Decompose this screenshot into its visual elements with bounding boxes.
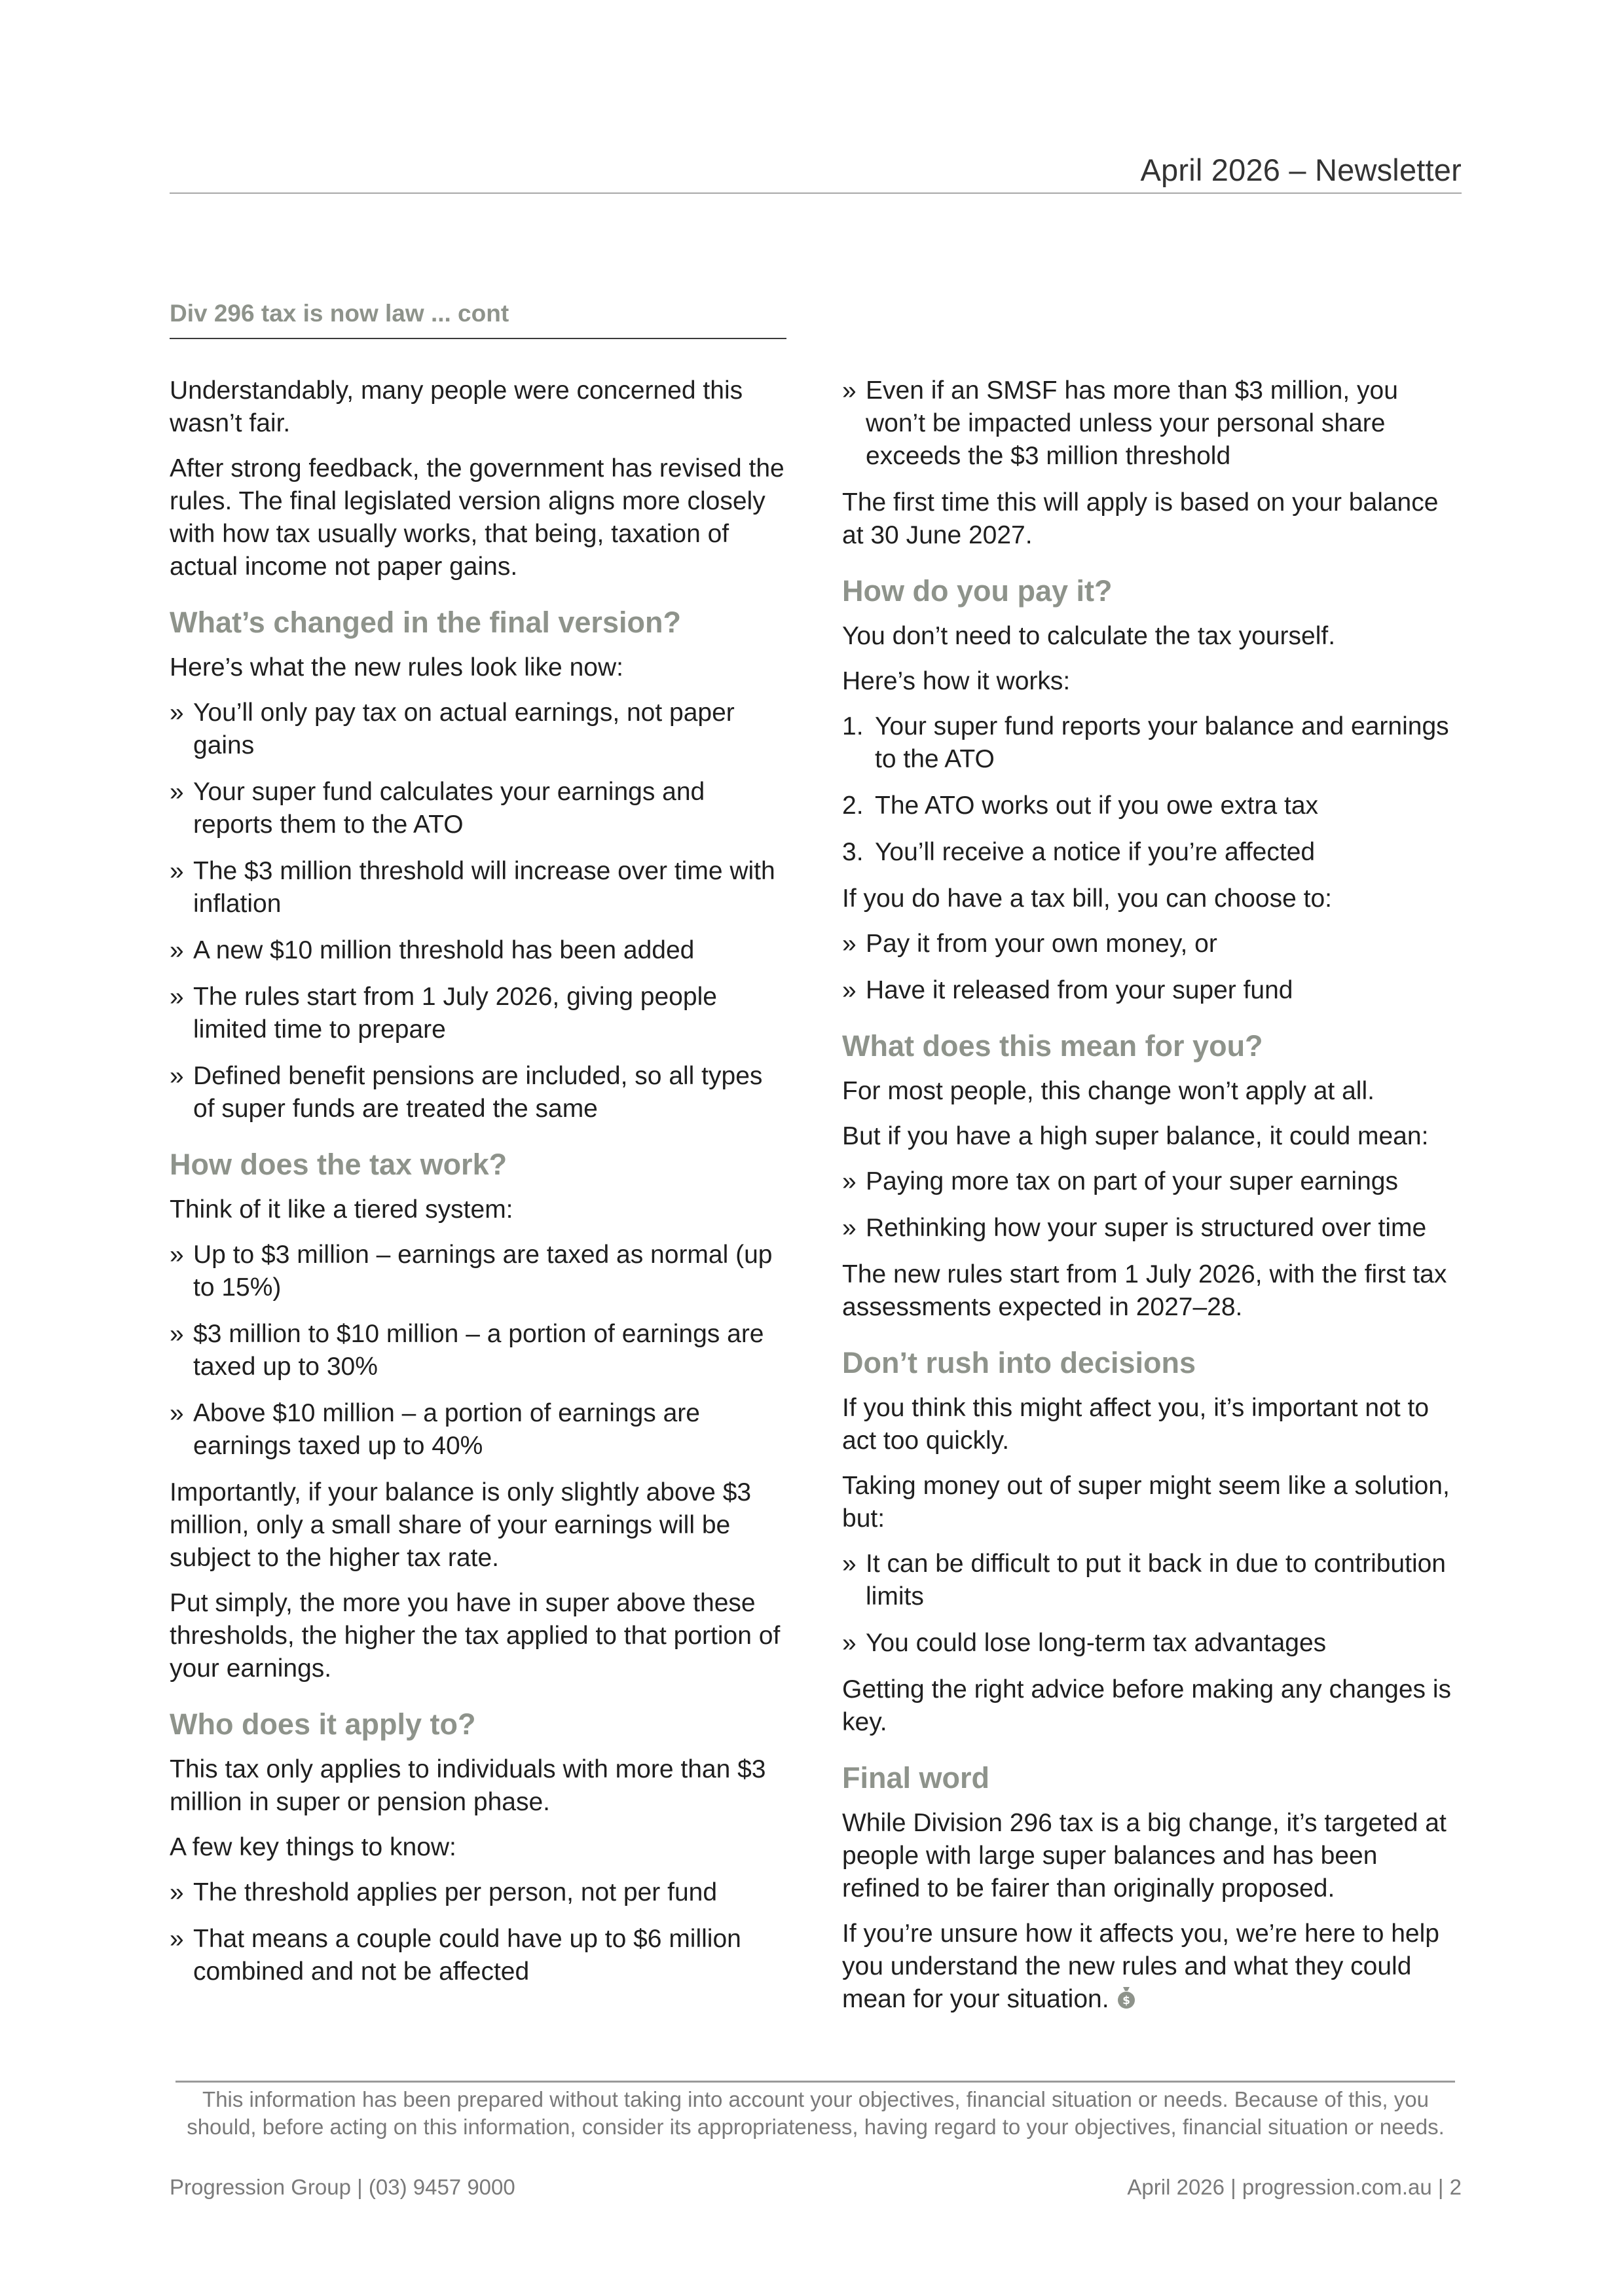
paragraph: You don’t need to calculate the tax yourself. [842, 622, 1336, 650]
mean-list [842, 1165, 1462, 1245]
heading-who-applies: Who does it apply to? [170, 1707, 476, 1741]
rush-list [842, 1548, 1462, 1660]
paragraph: Put simply, the more you have in super above these thresholds, the higher the tax applied to that portion of your earnings. [170, 1589, 781, 1683]
bullet-marker: » [842, 376, 857, 405]
heading-what-mean: What does this mean for you? [842, 1029, 1263, 1063]
list-item: » Paying more tax on part of your super earnings [842, 1165, 1462, 1198]
paragraph: The new rules start from 1 July 2026, with the first tax assessments expected in 2027–28. [842, 1260, 1447, 1321]
bullet-marker: » [842, 1167, 857, 1195]
bullet-marker: » [170, 1241, 184, 1269]
list-item: » Rethinking how your super is structured over time [842, 1212, 1462, 1245]
list-item: » Up to $3 million – earnings are taxed as normal (up to 15%) [170, 1239, 786, 1304]
paragraph: While Division 296 tax is a big change, it’s targeted at people with large super balances and has been refined to be fairer than originally proposed. [842, 1809, 1447, 1903]
pay-options-list [842, 928, 1462, 1007]
section-divider [170, 338, 786, 339]
bullet-marker: » [842, 1550, 857, 1578]
list-item: » The threshold applies per person, not per fund [170, 1876, 786, 1909]
list-item: » Even if an SMSF has more than $3 million, you won’t be impacted unless your personal share exceeds the $3 million threshold [842, 374, 1462, 473]
list-item: » $3 million to $10 million – a portion of earnings are taxed up to 30% [170, 1318, 786, 1383]
list-item: » You could lose long-term tax advantages [842, 1627, 1462, 1660]
newsletter-header-title: April 2026 – Newsletter [1140, 153, 1462, 187]
paragraph: After strong feedback, the government has revised the rules. The final legislated version aligns more closely with how tax usually works, that being, taxation of actual income not paper gains. [170, 454, 784, 581]
list-item: » Your super fund calculates your earnings and reports them to the ATO [170, 776, 786, 841]
heading-whats-changed: What’s changed in the final version? [170, 606, 681, 639]
paragraph: Think of it like a tiered system: [170, 1195, 513, 1224]
bullet-marker: » [170, 936, 184, 964]
svg-text:$: $ [1122, 1994, 1130, 2007]
paragraph: If you think this might affect you, it’s important not to act too quickly. [842, 1394, 1430, 1455]
steps-list [842, 710, 1462, 869]
paragraph: But if you have a high super balance, it could mean: [842, 1122, 1429, 1150]
list-item: » The rules start from 1 July 2026, giving people limited time to prepare [170, 981, 786, 1046]
footer-date-website-page: April 2026 | progression.com.au | 2 [1127, 2175, 1462, 2199]
bullet-marker: » [842, 1629, 857, 1657]
bullet-marker: » [170, 699, 184, 727]
heading-how-tax-works: How does the tax work? [170, 1148, 507, 1181]
paragraph: Importantly, if your balance is only slightly above $3 million, only a small share of your earnings will be subject to the higher tax rate. [170, 1478, 752, 1572]
changed-list [170, 697, 786, 1125]
step-number: 3. [842, 838, 864, 866]
list-item: » Pay it from your own money, or [842, 928, 1462, 960]
paragraph: Understandably, many people were concerned this wasn’t fair. [170, 376, 743, 437]
paragraph: Taking money out of super might seem like a solution, but: [842, 1472, 1450, 1533]
footer-company-phone: Progression Group | (03) 9457 9000 [170, 2175, 515, 2199]
step-number: 1. [842, 712, 864, 740]
list-item: 3. You’ll receive a notice if you’re affected [842, 836, 1462, 869]
list-item: » Above $10 million – a portion of earnings are earnings taxed up to 40% [170, 1397, 786, 1463]
footer-divider [175, 2081, 1455, 2083]
bullet-marker: » [170, 857, 184, 885]
bullet-marker: » [842, 976, 857, 1004]
bullet-marker: » [842, 930, 857, 958]
step-number: 2. [842, 792, 864, 820]
heading-dont-rush: Don’t rush into decisions [842, 1346, 1196, 1379]
bullet-marker: » [170, 778, 184, 806]
who-list [170, 1876, 786, 1988]
paragraph-last: If you’re unsure how it affects you, we’re here to help you understand the new rules and what they could mean for your situation. $ [842, 1920, 1439, 2013]
bullet-marker: » [842, 1214, 857, 1242]
paragraph: This tax only applies to individuals with more than $3 million in super or pension phase. [170, 1755, 766, 1816]
heading-final-word: Final word [842, 1761, 989, 1795]
header-divider [170, 192, 1462, 194]
heading-how-pay: How do you pay it? [842, 574, 1113, 608]
list-item: 1. Your super fund reports your balance and earnings to the ATO [842, 710, 1462, 776]
paragraph: Getting the right advice before making any changes is key. [842, 1675, 1452, 1736]
paragraph: For most people, this change won’t apply at all. [842, 1077, 1375, 1105]
list-item: » You’ll only pay tax on actual earnings, not paper gains [170, 697, 786, 762]
paragraph: Here’s how it works: [842, 667, 1071, 695]
section-label: Div 296 tax is now law ... cont [170, 300, 509, 327]
list-item: » The $3 million threshold will increase over time with inflation [170, 855, 786, 920]
bullet-marker: » [170, 1399, 184, 1427]
list-item: » Have it released from your super fund [842, 974, 1462, 1007]
smsf-list [842, 374, 1462, 473]
paragraph: A few key things to know: [170, 1833, 456, 1861]
list-item: » A new $10 million threshold has been added [170, 934, 786, 967]
paragraph: The first time this will apply is based on your balance at 30 June 2027. [842, 488, 1439, 549]
money-bag-icon [1116, 1985, 1137, 2010]
tier-list [170, 1239, 786, 1463]
paragraph: Here’s what the new rules look like now: [170, 653, 623, 682]
list-item: » It can be difficult to put it back in due to contribution limits [842, 1548, 1462, 1613]
right-column [842, 374, 1462, 2028]
left-column [170, 374, 786, 2002]
paragraph: If you do have a tax bill, you can choose to: [842, 884, 1332, 913]
bullet-marker: » [170, 1878, 184, 1906]
bullet-marker: » [170, 1320, 184, 1348]
list-item: 2. The ATO works out if you owe extra tax [842, 790, 1462, 822]
bullet-marker: » [170, 1925, 184, 1953]
bullet-marker: » [170, 1062, 184, 1090]
bullet-marker: » [170, 983, 184, 1011]
disclaimer: This information has been prepared without taking into account your objectives, financial situation or needs. Because of this, you should, before acting on this information, consider its appropriateness, having regard to your objectives, financial situation or needs. [187, 2087, 1445, 2139]
list-item: » Defined benefit pensions are included, so all types of super funds are treated the same [170, 1060, 786, 1125]
list-item: » That means a couple could have up to $6 million combined and not be affected [170, 1923, 786, 1988]
